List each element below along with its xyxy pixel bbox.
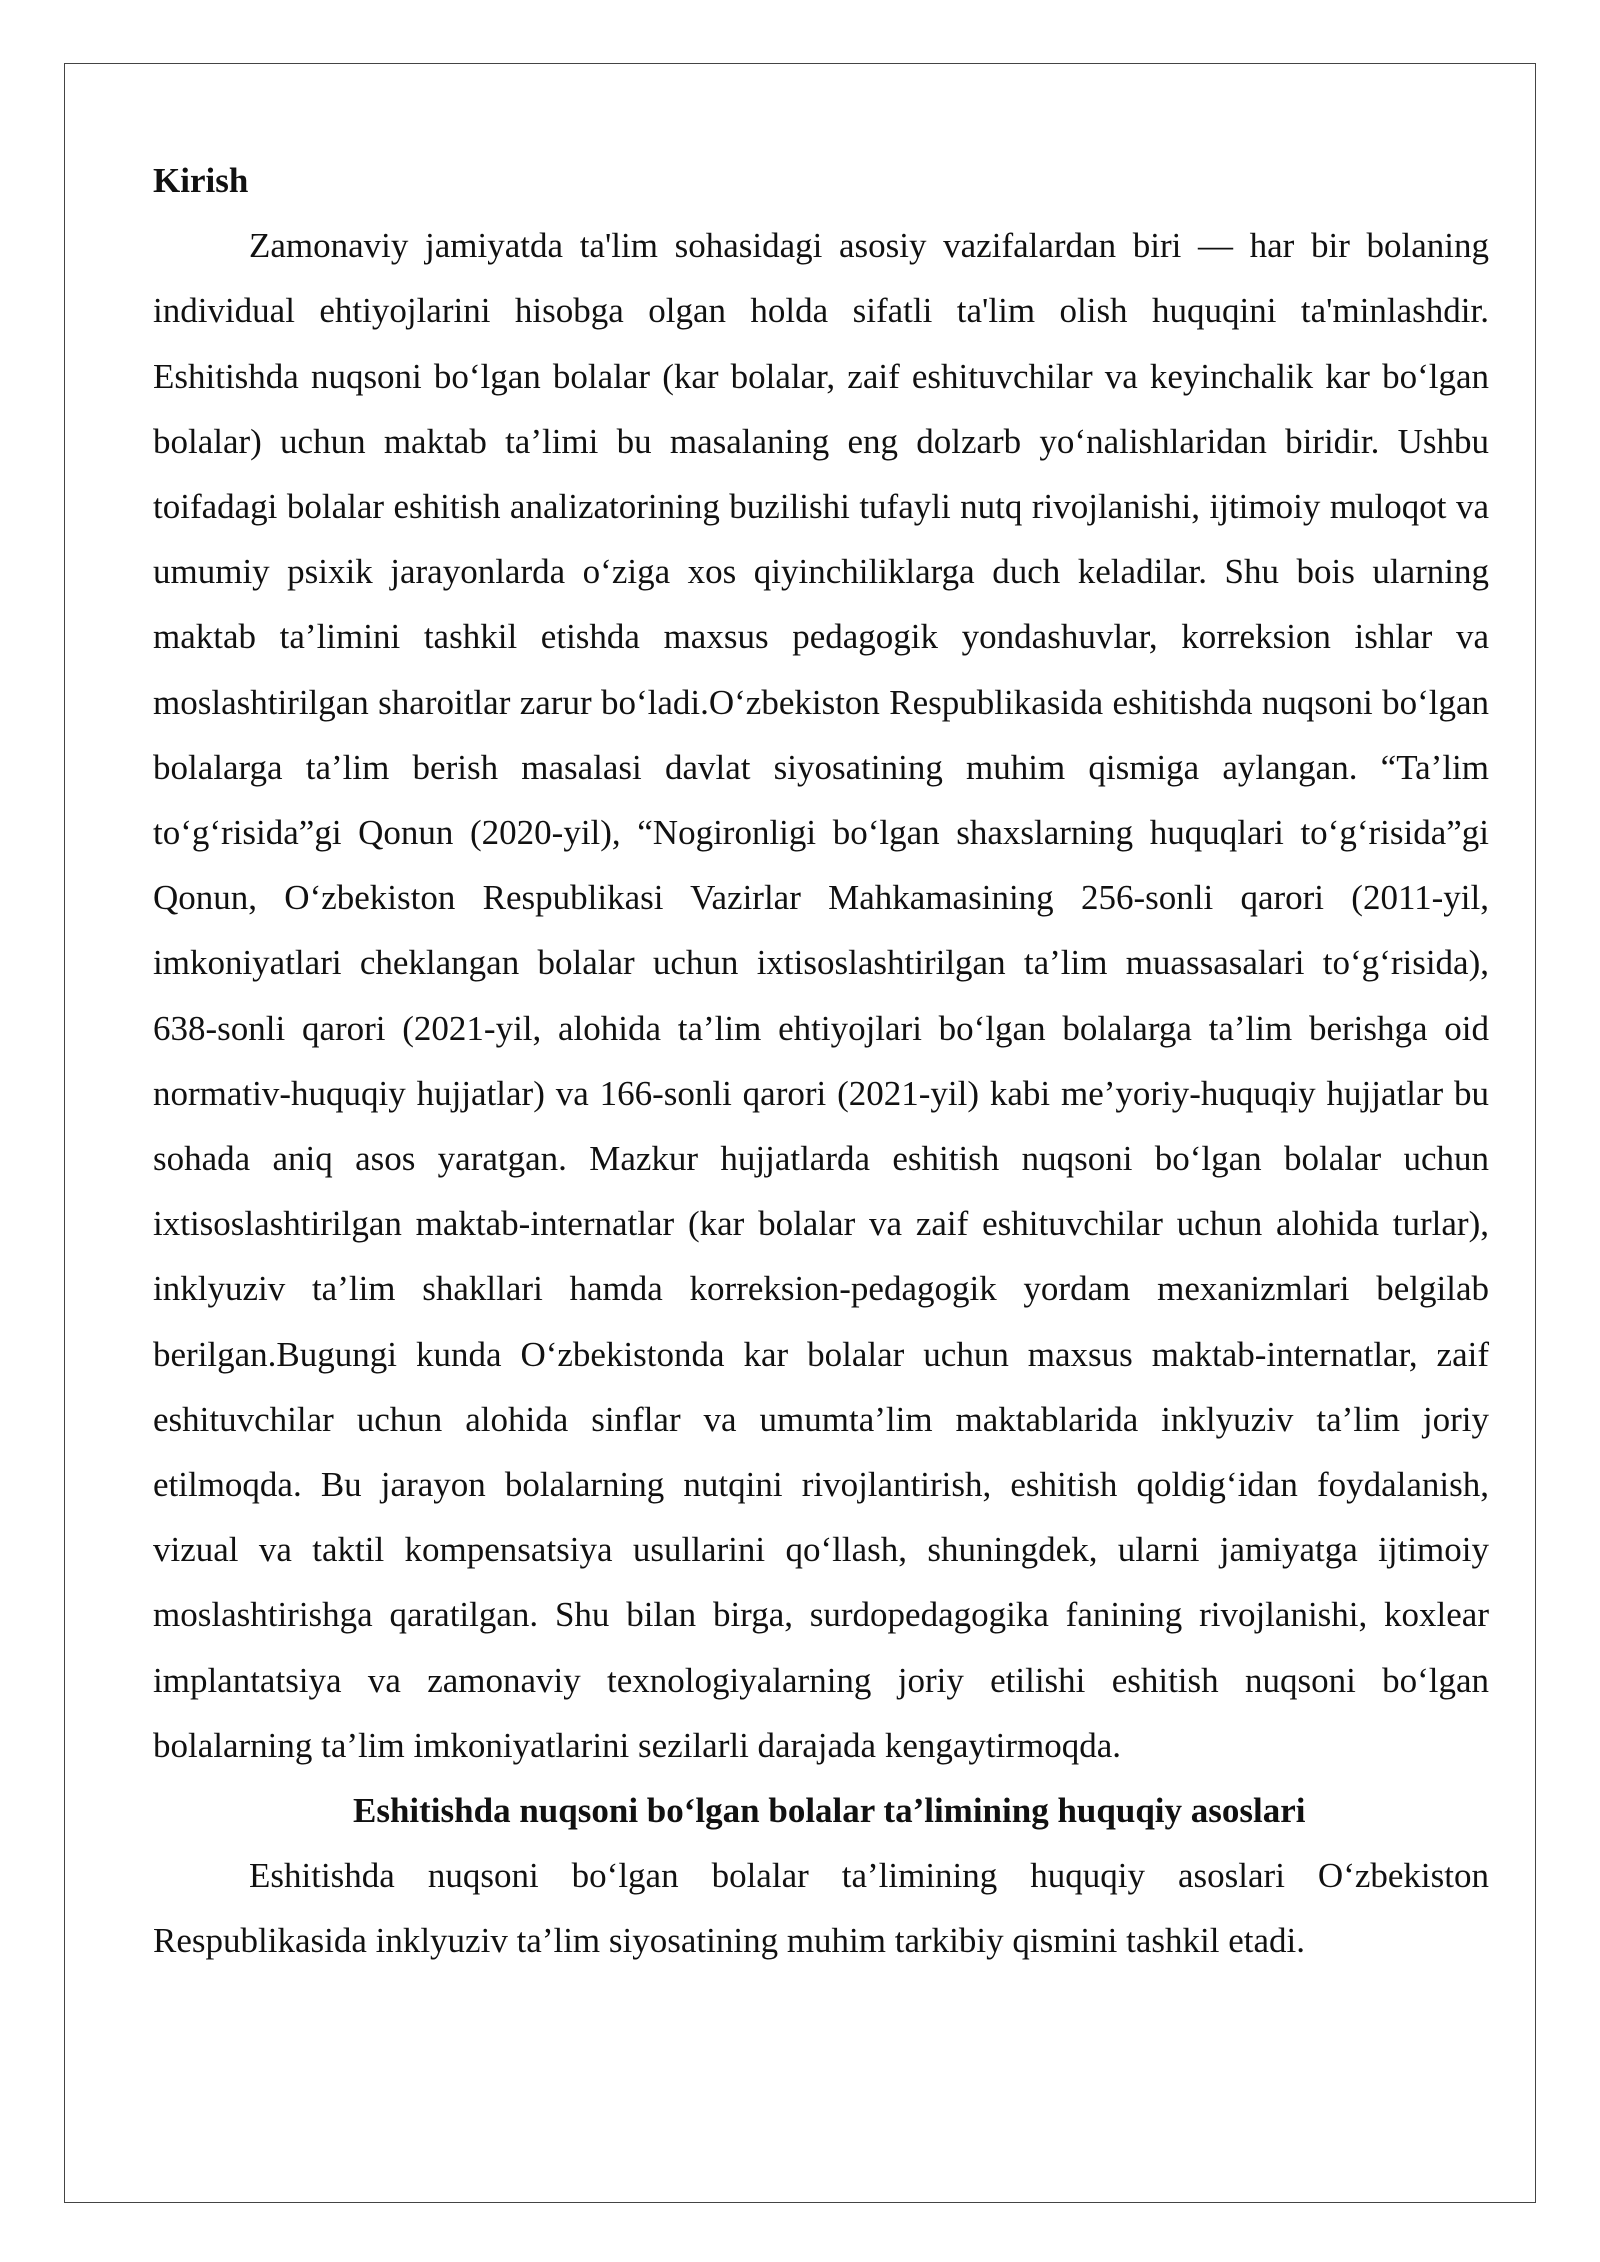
intro-heading: Kirish [153,161,249,200]
section-heading: Eshitishda nuqsoni bo‘lgan bolalar ta’limining huquqiy asoslari [353,1791,1306,1831]
intro-paragraph: Zamonaviy jamiyatda ta'lim sohasidagi asosiy vazifalardan biri — har bir bolaning individual ehtiyojlarini hisobga olgan holda sifatli ta'lim olish huquqini ta'minlashdir. Eshitishda nuqsoni bo‘lgan bolalar (kar bolalar, zaif eshituvchilar va keyinchalik kar bo‘lgan bolalar) uchun maktab ta’limi bu masalaning eng dolzarb yo‘nalishlaridan biridir. Ushbu toifadagi bolalar eshitish analizatorining buzilishi tufayli nutq rivojlanishi, ijtimoiy muloqot va umumiy psixik jarayonlarda o‘ziga xos qiyinchiliklarga duch keladilar. Shu bois ularning maktab ta’limini tashkil etishda maxsus pedagogik yondashuvlar, korreksion ishlar va moslashtirilgan sharoitlar zarur bo‘ladi.O‘zbekiston Respublikasida eshitishda nuqsoni bo‘lgan bolalarga ta’lim berish masalasi davlat siyosatining muhim qismiga aylangan. “Ta’lim to‘g‘risida”gi Qonun (2020-yil), “Nogironligi bo‘lgan shaxslarning huquqlari to‘g‘risida”gi Qonun, O‘zbekiston Respublikasi Vazirlar Mahkamasining 256-sonli qarori (2011-yil, imkoniyatlari cheklangan bolalar uchun ixtisoslashtirilgan ta’lim muassasalari to‘g‘risida), 638-sonli qarori (2021-yil, alohida ta’lim ehtiyojlari bo‘lgan bolalarga ta’lim berishga oid normativ-huquqiy hujjatlar) va 166-sonli qarori (2021-yil) kabi me’yoriy-huquqiy hujjatlar bu sohada aniq asos yaratgan. Mazkur hujjatlarda eshitish nuqsoni bo‘lgan bolalar uchun ixtisoslashtirilgan maktab-internatlar (kar bolalar va zaif eshituvchilar uchun alohida turlar), inklyuziv ta’lim shakllari hamda korreksion-pedagogik yordam mexanizmlari belgilab berilgan.Bugungi kunda O‘zbekistonda kar bolalar uchun maxsus maktab-internatlar, zaif eshituvchilar uchun alohida sinflar va umumta’lim maktablarida inklyuziv ta’lim joriy etilmoqda. Bu jarayon bolalarning nutqini rivojlantirish, eshitish qoldig‘idan foydalanish, vizual va taktil kompensatsiya usullarini qo‘llash, shuningdek, ularni jamiyatga ijtimoiy moslashtirishga qaratilgan. Shu bilan birga, surdopedagogika fanining rivojlanishi, koxlear implantatsiya va zamonaviy texnologiyalarning joriy etilishi eshitish nuqsoni bo‘lgan bolalarning ta’lim imkoniyatlarini sezilarli darajada kengaytirmoqda. [153,226,1489,1765]
section-paragraph: Eshitishda nuqsoni bo‘lgan bolalar ta’limining huquqiy asoslari O‘zbekiston Respublikasida inklyuziv ta’lim siyosatining muhim tarkibiy qismini tashkil etadi. [153,1856,1489,1961]
document-body [153,148,1489,1974]
